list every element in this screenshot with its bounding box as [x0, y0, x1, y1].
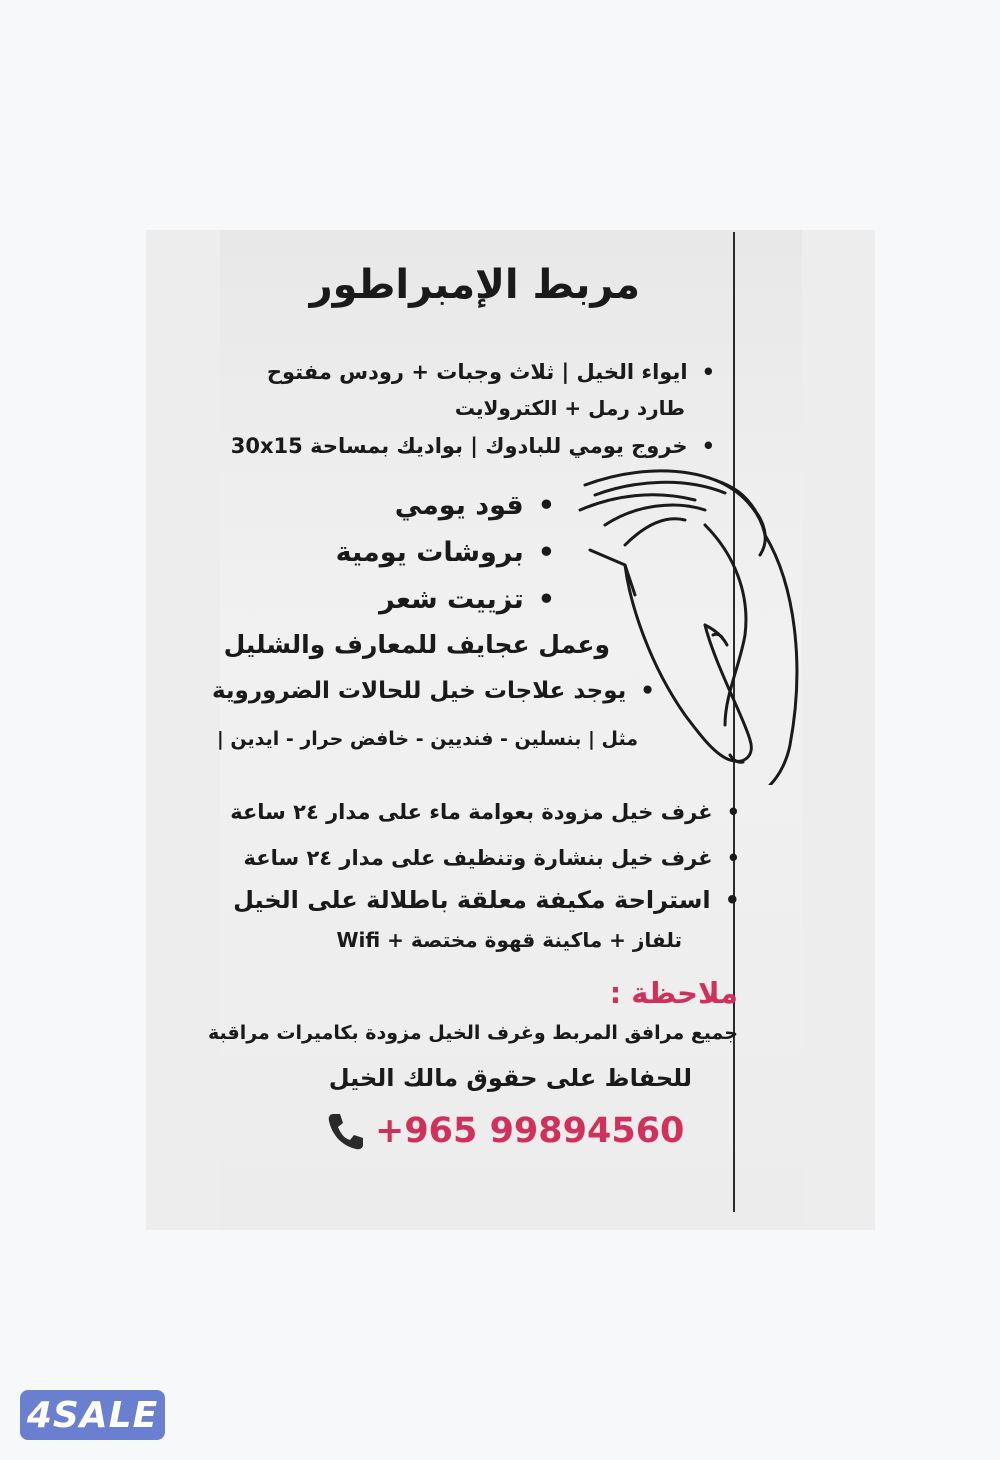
phone-number[interactable]: +965 99894560 — [375, 1111, 685, 1151]
note-text-rights: للحفاظ على حقوق مالك الخيل — [328, 1064, 692, 1092]
list-item-daily-brushing: • بروشات يومية — [336, 537, 555, 568]
list-item-lounge: • استراحة مكيفة معلقة باطلالة على الخيل — [233, 886, 740, 914]
list-item-cleaning-rooms: • غرف خيل بنشارة وتنظيف على مدار ٢٤ ساعة — [244, 846, 740, 870]
list-item-daily-lead: • قود يومي — [395, 490, 555, 521]
list-item-treatments: • يوجد علاجات خيل للحالات الضروروية — [212, 678, 655, 704]
contact-row — [325, 1110, 684, 1152]
list-item-lounge-detail: تلفاز + ماكينة قهوة مختصة + Wifi — [336, 928, 682, 952]
list-item-braiding: وعمل عجايف للمعارف والشليل — [223, 630, 610, 659]
note-text-cameras: جميع مرافق المربط وغرف الخيل مزودة بكاميرات مراقبة — [208, 1022, 738, 1044]
list-item-paddock: • خروج يومي للبادوك | بواديك بمساحة 30x15 — [231, 434, 715, 458]
list-item-treatments-detail: مثل | بنسلين - فنديين - خافض حرار - ايدين | — [216, 728, 638, 750]
phone-icon — [325, 1110, 367, 1152]
top-band — [0, 0, 1000, 230]
flyer-title: مربط الإمبراطور — [309, 262, 640, 308]
list-item-water-rooms: • غرف خيل مزودة بعوامة ماء على مدار ٢٤ ساعة — [230, 800, 740, 824]
list-item-boarding-detail: طارد رمل + الكترولايت — [454, 396, 685, 420]
list-item-hair-oiling: • تزييت شعر — [379, 584, 555, 615]
note-label: ملاحظة : — [609, 976, 738, 1010]
4sale-logo: 4SALE — [20, 1390, 165, 1440]
list-item-boarding: • ايواء الخيل | ثلاث وجبات + رودس مفتوح — [267, 360, 715, 384]
